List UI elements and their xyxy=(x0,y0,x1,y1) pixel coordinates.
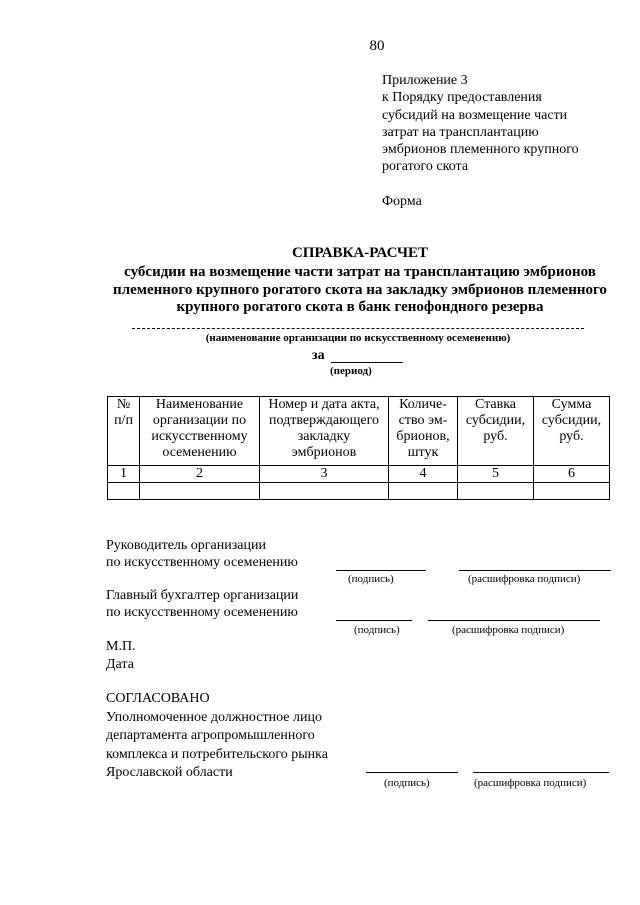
accountant-decoding-caption: (расшифровка подписи) xyxy=(452,624,565,636)
head-signature-caption: (подпись) xyxy=(348,573,394,585)
agreed-heading: СОГЛАСОВАНО xyxy=(106,691,210,706)
date-label: Дата xyxy=(106,657,134,672)
column-number: 4 xyxy=(389,466,458,483)
appendix-line: к Порядку предоставления xyxy=(382,90,542,106)
agreed-decoding-line xyxy=(473,772,609,773)
org-name-line xyxy=(132,328,584,329)
header-cell-sum: Сумма субсидии, руб. xyxy=(534,397,610,466)
table-cell xyxy=(140,483,260,500)
appendix-line: субсидий на возмещение части xyxy=(382,107,568,123)
header-cell-number: № п/п xyxy=(108,397,140,466)
stamp-label: М.П. xyxy=(106,639,136,654)
table-cell xyxy=(389,483,458,500)
accountant-signature-label: Главный бухгалтер организации по искусственному осеменению xyxy=(106,588,299,620)
column-number: 3 xyxy=(260,466,389,483)
table-cell xyxy=(458,483,534,500)
org-name-caption: (наименование организации по искусственному осеменению) xyxy=(205,332,511,344)
appendix-block xyxy=(382,72,579,176)
subtitle-line: племенного крупного рогатого скота на закладку эмбрионов племенного xyxy=(113,281,607,298)
agreed-decoding-caption: (расшифровка подписи) xyxy=(474,777,587,789)
accountant-signature-caption: (подпись) xyxy=(354,624,400,636)
appendix-line: Приложение 3 xyxy=(382,73,468,88)
column-number: 6 xyxy=(534,466,610,483)
calculation-table xyxy=(107,396,610,500)
agreed-line: Ярославской области xyxy=(106,765,233,781)
document-title: СПРАВКА-РАСЧЕТ xyxy=(291,245,429,261)
header-cell-organization: Наименование организации по искусственному осеменению xyxy=(140,397,260,466)
table-header-row xyxy=(108,397,610,466)
agreed-line: комплекса и потребительского рынка xyxy=(106,746,328,762)
column-number: 1 xyxy=(108,466,140,483)
accountant-decoding-line xyxy=(428,620,600,621)
table-cell xyxy=(260,483,389,500)
appendix-line: эмбрионов племенного крупного xyxy=(382,142,579,158)
header-cell-quantity: Количе- ство эм- брионов, штук xyxy=(389,397,458,466)
head-signature-line xyxy=(336,570,426,571)
period-prefix: за xyxy=(312,348,325,363)
table-cell xyxy=(534,483,610,500)
column-number: 5 xyxy=(458,466,534,483)
header-cell-act: Номер и дата акта, подтверждающего закладку эмбрионов xyxy=(260,397,389,466)
page-number: 80 xyxy=(369,38,385,54)
column-number: 2 xyxy=(140,466,260,483)
appendix-line: рогатого скота xyxy=(382,159,469,175)
agreed-block xyxy=(106,690,328,783)
appendix-line: затрат на трансплантацию xyxy=(382,124,539,140)
form-label: Форма xyxy=(382,194,422,209)
document-subtitle xyxy=(96,264,624,317)
subtitle-line: крупного рогатого скота в банк генофондного резерва xyxy=(176,299,544,315)
head-decoding-caption: (расшифровка подписи) xyxy=(468,573,581,585)
accountant-signature-line xyxy=(336,620,412,621)
agreed-line: департамента агропромышленного xyxy=(106,728,315,744)
agreed-line: Уполномоченное должностное лицо xyxy=(106,709,322,725)
period-caption: (период) xyxy=(330,365,372,377)
stamp-date-block xyxy=(106,638,136,674)
period-line xyxy=(331,362,403,363)
subtitle-line: субсидии на возмещение части затрат на трансплантацию эмбрионов xyxy=(124,264,596,280)
table-cell xyxy=(108,483,140,500)
head-signature-label: Руководитель организации по искусственному осеменению xyxy=(106,538,298,570)
header-cell-rate: Ставка субсидии, руб. xyxy=(458,397,534,466)
agreed-signature-caption: (подпись) xyxy=(384,777,430,789)
head-decoding-line xyxy=(459,570,611,571)
agreed-signature-line xyxy=(366,772,458,773)
table-number-row xyxy=(108,466,610,483)
table-row xyxy=(108,483,610,500)
